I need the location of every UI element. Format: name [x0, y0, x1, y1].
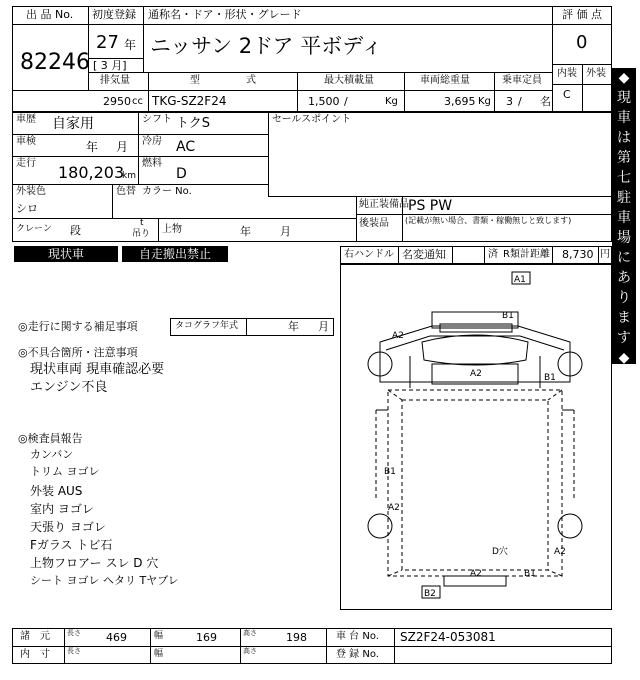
mark-d-hole: D穴: [492, 547, 508, 557]
history-label: 車歴: [16, 114, 36, 125]
inspector-line-6: Fガラス トビ石: [30, 538, 113, 552]
defects-title: ◎不具合箇所・注意事項: [18, 346, 138, 359]
mark-b1-front: B1: [502, 311, 514, 321]
color-change-label: 色替: [116, 186, 136, 197]
history-value: 自家用: [52, 116, 94, 132]
model-code: TKG-SZ2F24: [152, 94, 227, 108]
lot-number: 82246: [20, 50, 90, 75]
first-reg-label: 初度登録: [92, 8, 136, 21]
mark-b1-right: B1: [544, 373, 556, 383]
inner-height-label: 高さ: [243, 647, 257, 655]
registration-label: 登 録 No.: [336, 649, 379, 660]
defect-line-2: エンジン不良: [30, 380, 108, 395]
fuel-value: D: [176, 166, 187, 182]
mark-a2-right-rear: A2: [554, 547, 566, 557]
inspection-label: 車検: [16, 136, 36, 147]
mark-a2-left-rear: A2: [388, 503, 400, 513]
name-label: 通称名・ドア・形状・グレード: [148, 8, 302, 21]
inspector-line-8: シート ヨゴレ ヘタリ Tヤブレ: [30, 574, 179, 587]
displacement-value: 2950: [103, 95, 131, 108]
first-reg-month: [ 3 月]: [93, 59, 127, 72]
inner-width-label: 幅: [154, 649, 164, 659]
inspector-line-7: 上物フロアー スレ D 穴: [30, 556, 159, 570]
aftermarket-label: 後装品: [359, 218, 389, 229]
inspector-line-1: カンバン: [30, 448, 74, 461]
gross-unit: Kg: [478, 96, 491, 107]
ac-value: AC: [176, 139, 196, 155]
mark-a2-rear: A2: [470, 569, 482, 579]
upper-month: 月: [280, 225, 291, 238]
length-value: 469: [106, 631, 127, 644]
inspector-line-3: 外装 AUS: [30, 484, 83, 498]
width-label: 幅: [154, 631, 164, 641]
crane-label: クレーン: [16, 224, 52, 234]
height-label: 高さ: [243, 629, 257, 637]
shift-label: シフト: [142, 114, 172, 125]
mark-b1-left: B1: [384, 467, 396, 477]
mark-a2-left-cab: A2: [392, 331, 404, 341]
capacity-unit: Kg: [385, 96, 398, 107]
ext-color-label: 外装色: [16, 186, 46, 197]
no-self-drive-badge: 自走搬出禁止: [122, 246, 228, 262]
first-reg-year: 27: [96, 32, 119, 53]
ac-label: 冷房: [142, 136, 162, 147]
transfer-notice-label: 名変通知: [402, 248, 446, 261]
odometer-unit: 円: [600, 249, 610, 260]
width-value: 169: [196, 631, 217, 644]
aftermarket-note: (記載が無い場合、書類・稼働無しと致します): [405, 216, 572, 225]
mark-a2-cab: A2: [470, 369, 482, 379]
current-car-badge: 現状車: [14, 246, 118, 262]
inspection-month: 月: [116, 140, 129, 154]
length-label: 長さ: [67, 629, 81, 637]
defect-line-1: 現状車両 現車確認必要: [30, 362, 165, 377]
color-no-label: カラー No.: [142, 186, 192, 197]
inner-length-label: 長さ: [67, 647, 81, 655]
dims-label: 諸 元: [20, 631, 50, 642]
lot-label: 出 品 No.: [26, 8, 74, 21]
equipment-label: 純正装備品: [359, 199, 409, 210]
tacho-year: 年: [288, 320, 299, 333]
model-name: ニッサン 2ドア 平ボディ: [150, 34, 383, 58]
seats-unit: 名: [540, 95, 551, 108]
inspection-year: 年: [86, 140, 99, 154]
seats-label: 乗車定員: [502, 75, 542, 86]
interior-label: 内装: [557, 68, 577, 79]
displacement-label: 排気量: [100, 75, 130, 86]
upper-year: 年: [240, 225, 251, 238]
inner-dims-label: 内 寸: [20, 649, 50, 660]
tacho-month: 月: [318, 320, 329, 333]
capacity-label: 最大積載量: [324, 75, 374, 86]
fuel-label: 燃料: [142, 158, 162, 169]
mileage-value: 180,203: [58, 163, 125, 182]
right-hand-label: 右ハンドル: [344, 249, 394, 260]
inspector-line-2: トリム ヨゴレ: [30, 465, 100, 478]
height-value: 198: [286, 631, 307, 644]
odometer-label: R類計距離: [503, 249, 550, 260]
tachograph-label: タコグラフ年式: [175, 321, 239, 331]
model-label: 型: [190, 75, 200, 86]
gross-weight: 3,695: [444, 95, 476, 108]
upper-label: 上物: [162, 224, 182, 235]
chassis-no: SZ2F24-053081: [400, 630, 496, 644]
equipment-value: PS PW: [408, 198, 453, 214]
mark-a1: A1: [514, 275, 526, 285]
mileage-label: 走行: [16, 158, 36, 169]
rating-value: 0: [576, 32, 588, 53]
inspector-title: ◎検査員報告: [18, 432, 83, 445]
crane-ton: t: [140, 218, 144, 228]
exterior-label: 外装: [586, 68, 606, 79]
driving-notes-title: ◎走行に関する補足事項: [18, 320, 138, 333]
model-label-2: 式: [246, 75, 256, 86]
mark-b1-rear-right: B1: [524, 569, 536, 579]
crane-hook: 吊り: [132, 229, 151, 239]
chassis-label: 車 台 No.: [336, 631, 379, 642]
side-banner: ◆ 現 車 は 第 七 駐 車 場 に あ り ま す ◆: [612, 68, 636, 364]
capacity-value: 1,500: [308, 95, 340, 108]
mileage-unit: km: [122, 171, 136, 181]
inspector-line-5: 天張り ヨゴレ: [30, 520, 106, 534]
sales-point-label: セールスポイント: [272, 114, 352, 125]
shift-value: トクS: [176, 116, 210, 131]
gross-label: 車両総重量: [420, 75, 470, 86]
displacement-unit: cc: [132, 96, 143, 107]
year-unit: 年: [124, 38, 137, 52]
truck-diagram: [340, 264, 612, 610]
seats-slash: /: [518, 95, 522, 108]
rating-label: 評 価 点: [562, 8, 602, 21]
odometer-value: 8,730: [562, 248, 594, 261]
inspector-line-4: 室内 ヨゴレ: [30, 502, 94, 516]
capacity-slash: /: [344, 95, 348, 108]
interior-value: C: [563, 88, 571, 101]
seats-value: 3: [506, 95, 513, 108]
mark-b2: B2: [424, 589, 436, 599]
crane-unit: 段: [70, 224, 81, 237]
ext-color-value: シロ: [16, 202, 38, 215]
checkbox-char: 済: [488, 249, 498, 260]
